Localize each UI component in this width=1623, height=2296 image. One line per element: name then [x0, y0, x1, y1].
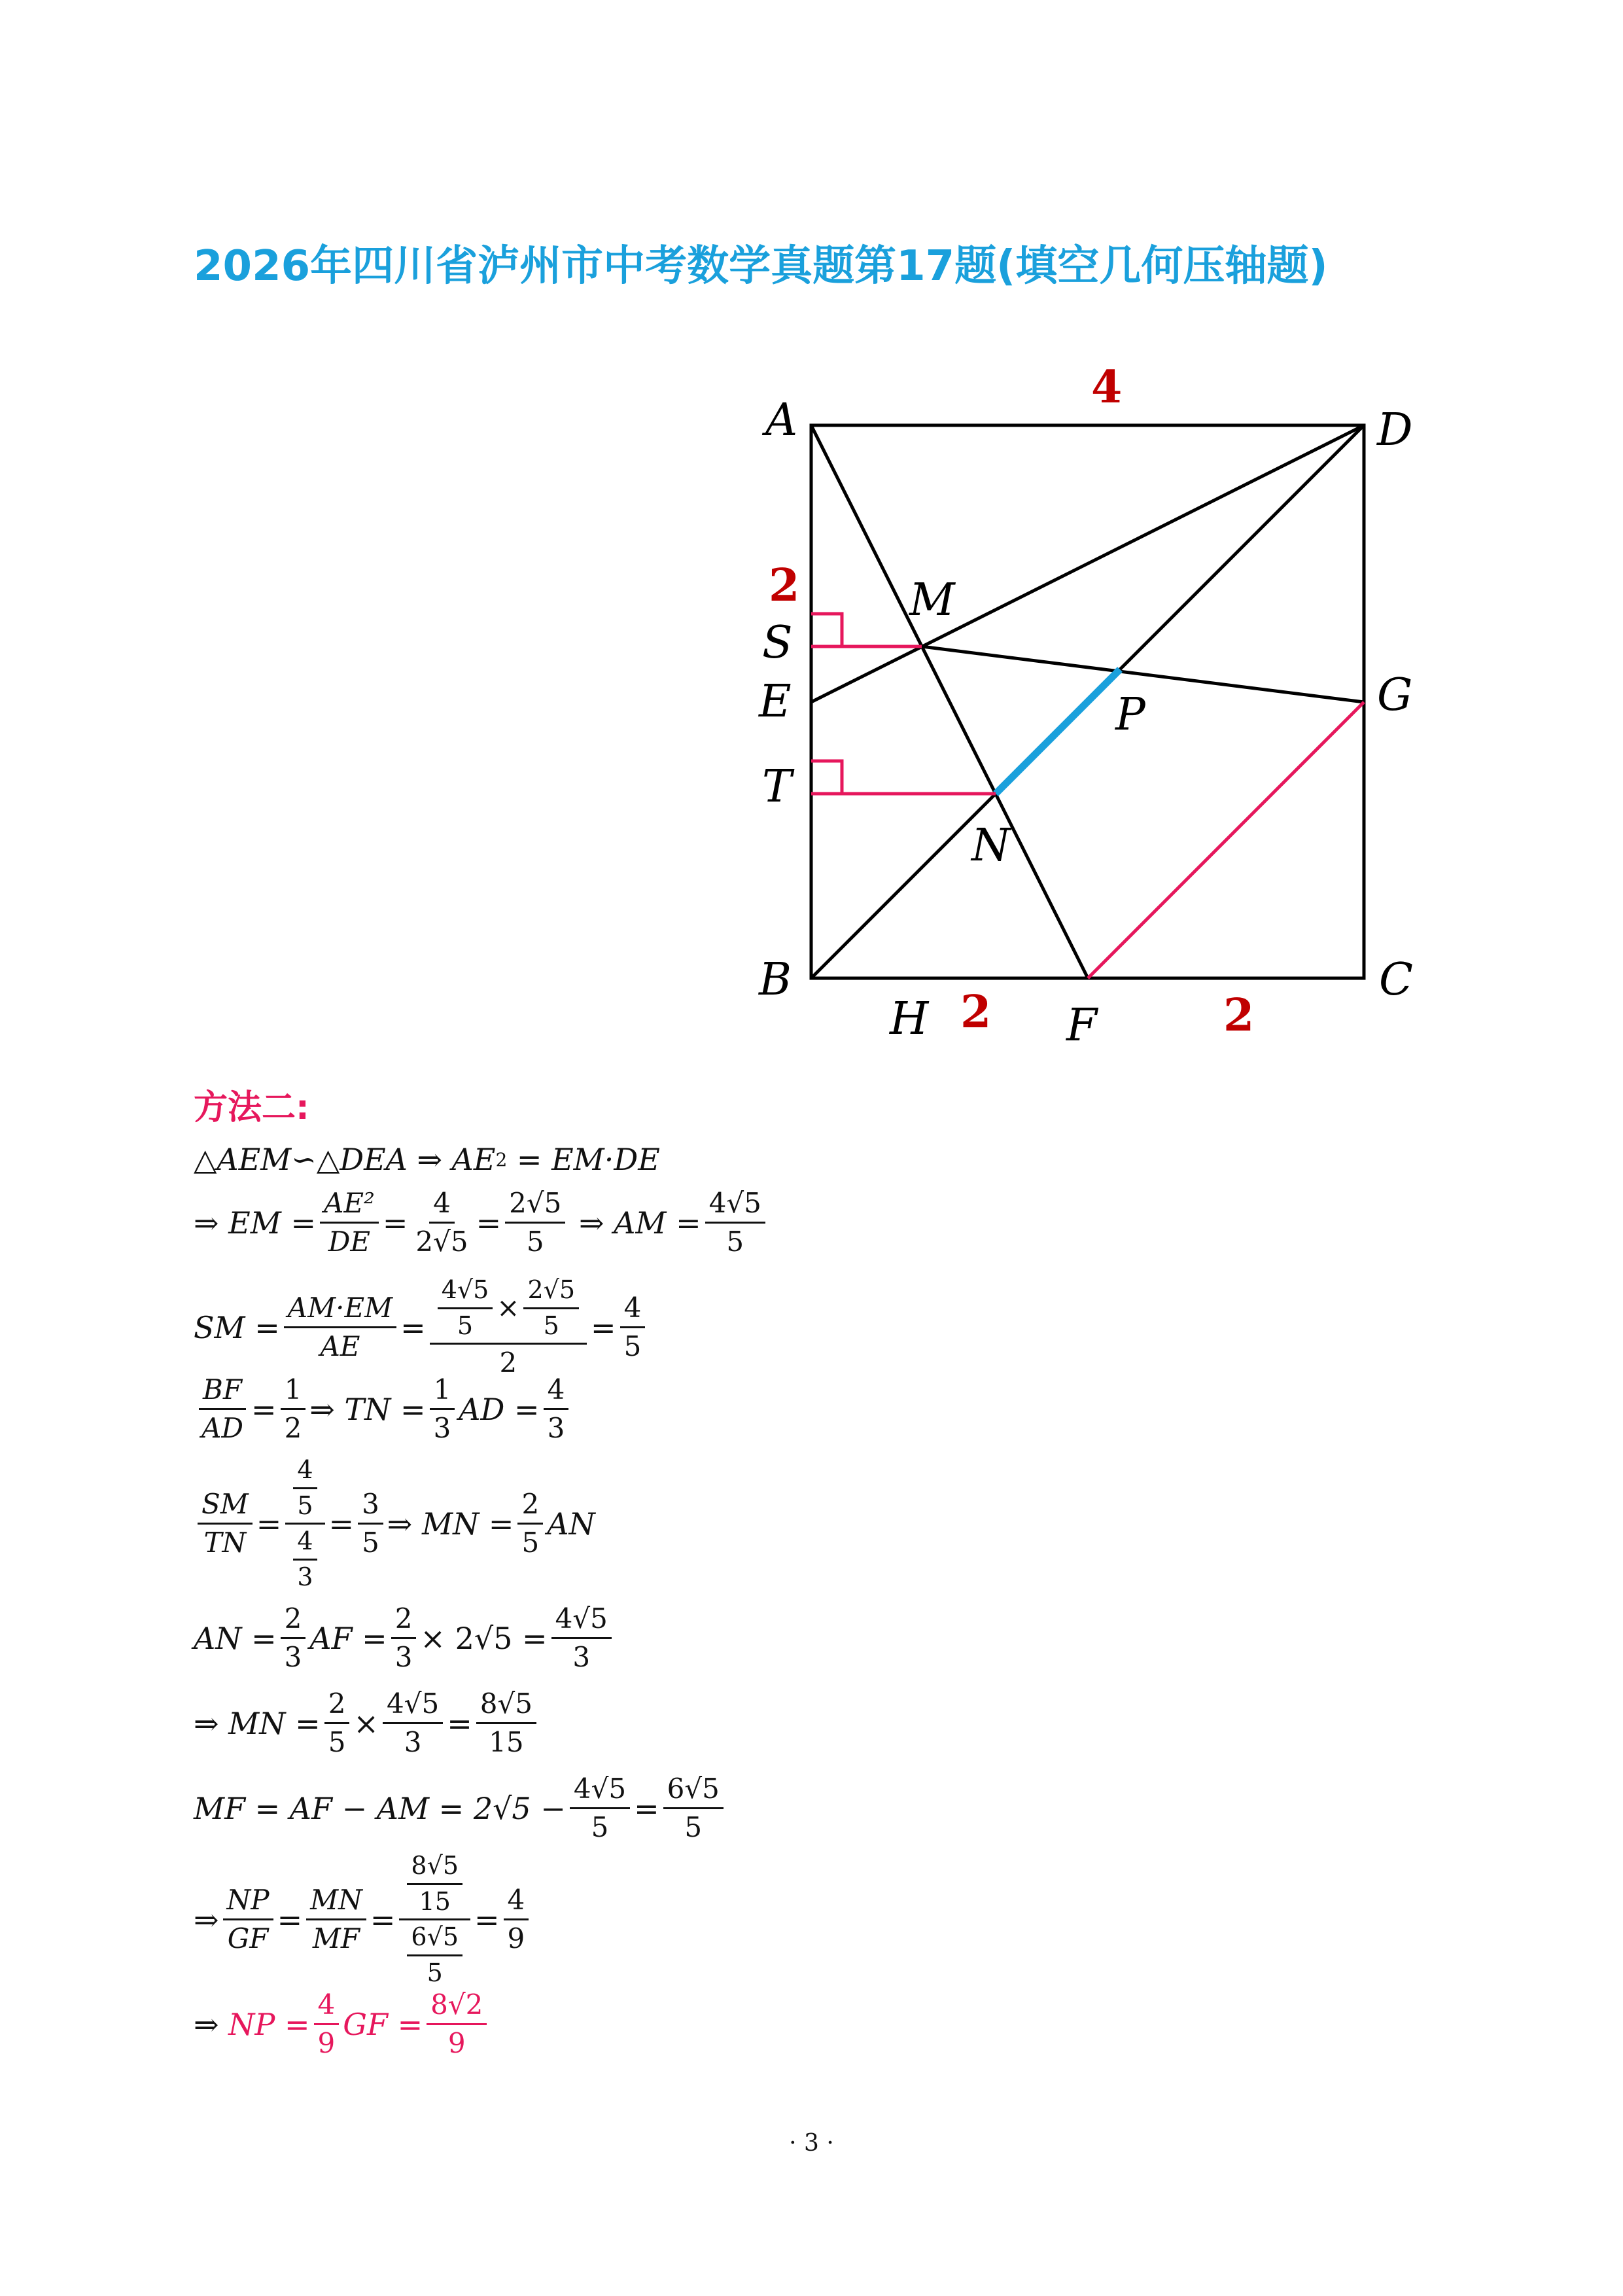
eq1-left: △AEM∽△DEA ⇒ AE — [194, 1142, 496, 1177]
answer-np: NP = — [228, 2006, 310, 2042]
label-n: N — [971, 820, 1011, 872]
eq8-prefix: MF = AF − AM = 2√5 − — [194, 1790, 566, 1826]
fraction: $\frac{1}{2}$ — [281, 1374, 306, 1445]
length-fc: 2 — [1223, 989, 1255, 1042]
segment-fg — [1088, 702, 1364, 978]
segment-ed — [811, 425, 1364, 702]
fraction: $\frac{2}{5}$ — [517, 1489, 543, 1559]
geometry-figure — [739, 353, 1472, 1053]
eq2-middle: ⇒ AM = — [579, 1205, 701, 1241]
segment-np — [996, 669, 1120, 794]
label-p: P — [1115, 689, 1145, 741]
label-s: S — [762, 617, 793, 669]
fraction: $\frac{MN}{MF}$ — [306, 1884, 366, 1955]
equation-line-5: $\frac{SM}{TN}$ = $\frac{\frac{4}{5}}{\frac{4}{3}}$ = $\frac{3}{5}$ ⇒ MN = $\frac{2}{5}$ AN — [194, 1456, 595, 1592]
label-a: A — [765, 395, 798, 446]
equation-line-1 — [194, 1142, 660, 1177]
label-t: T — [762, 761, 792, 813]
label-f: F — [1066, 1000, 1098, 1051]
equation-line-6: AN = $\frac{2}{3}$ AF = $\frac{2}{3}$ × 2√5 = $\frac{4√5}{3}$ — [194, 1603, 616, 1674]
segment-af — [811, 425, 1088, 978]
fraction: $\frac{4}{2√5}$ — [415, 1187, 468, 1258]
fraction: $\frac{6√5}{5}$ — [663, 1773, 724, 1844]
fraction: $\frac{4}{3}$ — [544, 1374, 569, 1445]
eq1-right: = EM·DE — [516, 1142, 660, 1177]
fraction: $\frac{NP}{GF}$ — [223, 1884, 273, 1955]
compound-fraction: $\frac{\frac{8√5}{15}}{\frac{6√5}{5}}$ — [399, 1852, 470, 1988]
eq6-prefix: AN = — [194, 1620, 277, 1656]
eq3-prefix: SM = — [194, 1309, 280, 1345]
eq7-prefix: ⇒ MN = — [194, 1705, 321, 1741]
fraction: $\frac{3}{5}$ — [358, 1489, 383, 1559]
fraction: $\frac{4}{9}$ — [504, 1884, 529, 1955]
eq1-exponent: 2 — [495, 1148, 508, 1171]
fraction: $\frac{4}{5}$ — [620, 1292, 646, 1363]
fraction: $\frac{4√5}{5}$ — [570, 1773, 630, 1844]
label-h: H — [890, 993, 929, 1045]
fraction: $\frac{SM}{TN}$ — [198, 1489, 253, 1559]
length-as: 2 — [769, 559, 800, 612]
label-m: M — [909, 574, 955, 626]
fraction: $\frac{BF}{AD}$ — [198, 1374, 247, 1445]
fraction: $\frac{4}{9}$ — [314, 1989, 340, 2060]
fraction: $\frac{\text{AE²}}{DE}$ — [320, 1188, 379, 1258]
equation-line-3: SM = $\frac{AM\cdot EM}{AE}$ = $\frac{4√5}{5}$ × $\frac{2√5}{5}$ 2 = $\frac{4}{5}$ — [194, 1276, 649, 1379]
compound-fraction: $\frac{4√5}{5}$ × $\frac{2√5}{5}$ 2 — [430, 1276, 587, 1379]
equation-line-2: ⇒ EM = $\frac{\text{AE²}}{DE}$ = $\frac{4}{2√5}$ = $\frac{2√5}{5}$ ⇒ AM = $\frac{4√5}{5}$ — [194, 1188, 769, 1258]
answer-fraction: $\frac{8√2}{9}$ — [427, 1989, 487, 2060]
equation-line-4: $\frac{BF}{AD}$ = $\frac{1}{2}$ ⇒ TN = $\frac{1}{3}$ AD = $\frac{4}{3}$ — [194, 1374, 572, 1445]
fraction: $\frac{8√5}{15}$ — [476, 1688, 536, 1759]
fraction: $\frac{2}{3}$ — [391, 1603, 417, 1674]
equation-line-8: MF = AF − AM = 2√5 − $\frac{4√5}{5}$ = $\frac{6√5}{5}$ — [194, 1773, 727, 1844]
fraction: $\frac{4√5}{5}$ — [705, 1188, 765, 1258]
fraction: $\frac{4√5}{3}$ — [551, 1603, 612, 1674]
label-e: E — [759, 676, 792, 728]
eq2-prefix: ⇒ EM = — [194, 1205, 317, 1241]
method-heading: 方法二: — [194, 1088, 309, 1127]
right-angle-s — [811, 614, 842, 646]
page-number: · 3 · — [789, 2130, 834, 2157]
label-d: D — [1377, 404, 1413, 456]
equation-line-7: ⇒ MN = $\frac{2}{5}$ × $\frac{4√5}{3}$ = $\frac{8√5}{15}$ — [194, 1688, 540, 1759]
eq5-middle: ⇒ MN = — [387, 1506, 514, 1542]
length-bf: 2 — [960, 986, 992, 1038]
fraction: $\frac{AM\cdot EM}{AE}$ — [284, 1292, 396, 1363]
page-title: 2026年四川省泸州市中考数学真题第17题(填空几何压轴题) — [194, 242, 1328, 291]
label-b: B — [759, 954, 792, 1006]
fraction: $\frac{2}{3}$ — [281, 1603, 306, 1674]
fraction: $\frac{1}{3}$ — [430, 1374, 455, 1445]
fraction: $\frac{2√5}{5}$ — [505, 1188, 565, 1258]
right-angle-t — [811, 761, 842, 794]
fraction: $\frac{4√5}{3}$ — [383, 1688, 443, 1759]
label-g: G — [1377, 669, 1413, 721]
length-ad: 4 — [1091, 361, 1123, 414]
equation-line-9: ⇒ $\frac{NP}{GF}$ = $\frac{MN}{MF}$ = $\frac{\frac{8√5}{15}}{\frac{6√5}{5}}$ = $\frac{4}{9}$ — [194, 1852, 532, 1988]
fraction: $\frac{2}{5}$ — [324, 1688, 350, 1759]
equation-line-10: ⇒ NP = $\frac{4}{9}$ GF = $\frac{8√2}{9}$ — [194, 1989, 491, 2060]
label-c: C — [1379, 954, 1414, 1006]
compound-fraction: $\frac{\frac{4}{5}}{\frac{4}{3}}$ — [285, 1456, 324, 1592]
eq4-middle: ⇒ TN = — [309, 1391, 426, 1427]
